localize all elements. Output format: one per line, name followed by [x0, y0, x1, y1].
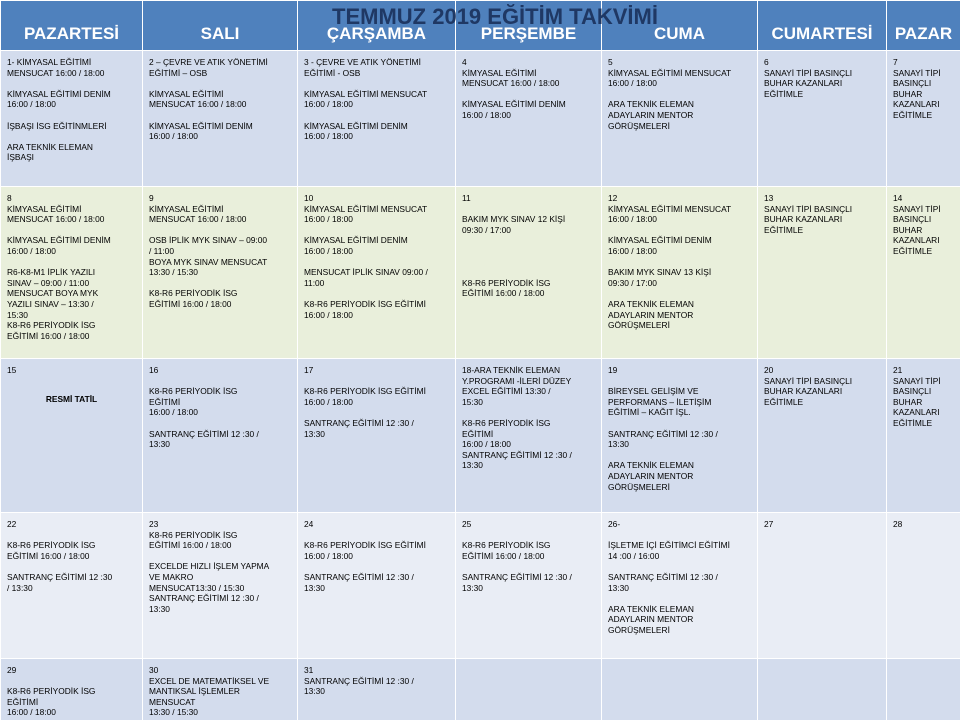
day-cell: 14 SANAYİ TİPİ BASINÇLI BUHAR KAZANLARI EĞİTİMLE: [887, 187, 960, 359]
day-cell: 10 KİMYASAL EĞİTİMİ MENSUCAT 16:00 / 18:00 KİMYASAL EĞİTİMİ DENİM 16:00 / 18:00 MENSUCAT İPLİK SINAV 09:00 / 11:00 K8-R6 PERİYODİK İSG EĞİTİMİ 16:00 / 18:00: [298, 187, 456, 359]
day-cell: 24 K8-R6 PERİYODİK İSG EĞİTİMİ 16:00 / 18:00 SANTRANÇ EĞİTİMİ 12 :30 / 13:30: [298, 513, 456, 659]
day-cell: 23 K8-R6 PERİYODİK İSG EĞİTİMİ 16:00 / 18:00 EXCELDE HIZLI İŞLEM YAPMA VE MAKRO MENSUCAT13:30 / 15:30 SANTRANÇ EĞİTİMİ 12 :30 / 13:30: [143, 513, 298, 659]
day-cell: 27: [758, 513, 887, 659]
day-cell: 17 K8-R6 PERİYODİK İSG EĞİTİMİ 16:00 / 18:00 SANTRANÇ EĞİTİMİ 12 :30 / 13:30: [298, 359, 456, 513]
day-cell: 9 KİMYASAL EĞİTİMİ MENSUCAT 16:00 / 18:00 OSB İPLİK MYK SINAV – 09:00 / 11:00 BOYA MYK SINAV MENSUCAT 13:30 / 15:30 K8-R6 PERİYODİK İSG EĞİTİMİ 16:00 / 18:00: [143, 187, 298, 359]
day-cell: 12 KİMYASAL EĞİTİMİ MENSUCAT 16:00 / 18:00 KİMYASAL EĞİTİMİ DENİM 16:00 / 18:00 BAKIM MYK SINAV 13 KİŞİ 09:30 / 17:00 ARA TEKNİK ELEMAN ADAYLARIN MENTOR GÖRÜŞMELERİ: [602, 187, 758, 359]
day-cell: 31 SANTRANÇ EĞİTİMİ 12 :30 / 13:30: [298, 659, 456, 721]
day-cell: 13 SANAYİ TİPİ BASINÇLI BUHAR KAZANLARI EĞİTİMLE: [758, 187, 887, 359]
week-row-3: [1, 359, 960, 513]
header-monday: PAZARTESİ: [1, 1, 143, 51]
day-cell: 26- İŞLETME İÇİ EĞİTİMCİ EĞİTİMİ 14 :00 / 16:00 SANTRANÇ EĞİTİMİ 12 :30 / 13:30 ARA TEKNİK ELEMAN ADAYLARIN MENTOR GÖRÜŞMELERİ: [602, 513, 758, 659]
day-cell: 21 SANAYİ TİPİ BASINÇLI BUHAR KAZANLARI EĞİTİMLE: [887, 359, 960, 513]
page-title: TEMMUZ 2019 EĞİTİM TAKVİMİ: [290, 4, 700, 30]
header-tuesday: SALI: [143, 1, 298, 51]
day-cell: 1- KİMYASAL EĞİTİMİ MENSUCAT 16:00 / 18:00 KİMYASAL EĞİTİMİ DENİM 16:00 / 18:00 İŞBAŞI İSG EĞİTİNMLERİ ARA TEKNİK ELEMAN İŞBAŞI: [1, 51, 143, 187]
day-cell: 30 EXCEL DE MATEMATİKSEL VE MANTIKSAL İŞLEMLER MENSUCAT 13:30 / 15:30: [143, 659, 298, 721]
day-cell: 18-ARA TEKNİK ELEMAN Y.PROGRAMI -İLERİ DÜZEY EXCEL EĞİTİMİ 13:30 / 15:30 K8-R6 PERİYODİK İSG EĞİTİMİ 16:00 / 18:00 SANTRANÇ EĞİTİMİ 12 :30 / 13:30: [456, 359, 602, 513]
day-cell-holiday: [1, 359, 143, 513]
day-cell: [602, 659, 758, 721]
day-cell: 8 KİMYASAL EĞİTİMİ MENSUCAT 16:00 / 18:00 KİMYASAL EĞİTİMİ DENİM 16:00 / 18:00 R6-K8-M1 İPLİK YAZILI SINAV – 09:00 / 11:00 MENSUCAT BOYA MYK YAZILI SINAV – 13:30 / 15:30 K8-R6 PERİYODİK İSG EĞİTİMİ 16:00 / 18:00: [1, 187, 143, 359]
header-sunday: PAZAR: [887, 1, 960, 51]
header-thursday: PERŞEMBE: [456, 1, 602, 51]
day-cell: 29 K8-R6 PERİYODİK İSG EĞİTİMİ 16:00 / 18:00: [1, 659, 143, 721]
day-cell: 25 K8-R6 PERİYODİK İSG EĞİTİMİ 16:00 / 18:00 SANTRANÇ EĞİTİMİ 12 :30 / 13:30: [456, 513, 602, 659]
week-row-4: [1, 513, 960, 659]
day-cell: [456, 659, 602, 721]
day-cell: 4 KİMYASAL EĞİTİMİ MENSUCAT 16:00 / 18:00 KİMYASAL EĞİTİMİ DENİM 16:00 / 18:00: [456, 51, 602, 187]
header-friday: CUMA: [602, 1, 758, 51]
week-row-1: [1, 51, 960, 187]
header-wednesday: ÇARŞAMBA: [298, 1, 456, 51]
header-saturday: CUMARTESİ: [758, 1, 887, 51]
week-row-5: [1, 659, 960, 721]
day-cell: 16 K8-R6 PERİYODİK İSG EĞİTİMİ 16:00 / 18:00 SANTRANÇ EĞİTİMİ 12 :30 / 13:30: [143, 359, 298, 513]
day-number: 15: [7, 365, 16, 375]
day-cell: 11 BAKIM MYK SINAV 12 KİŞİ 09:30 / 17:00 K8-R6 PERİYODİK İSG EĞİTİMİ 16:00 / 18:00: [456, 187, 602, 359]
day-cell: 5 KİMYASAL EĞİTİMİ MENSUCAT 16:00 / 18:00 ARA TEKNİK ELEMAN ADAYLARIN MENTOR GÖRÜŞMELERİ: [602, 51, 758, 187]
day-cell: 6 SANAYİ TİPİ BASINÇLI BUHAR KAZANLARI EĞİTİMLE: [758, 51, 887, 187]
day-cell: 22 K8-R6 PERİYODİK İSG EĞİTİMİ 16:00 / 18:00 SANTRANÇ EĞİTİMİ 12 :30 / 13:30: [1, 513, 143, 659]
day-cell: 3 - ÇEVRE VE ATIK YÖNETİMİ EĞİTİMİ - OSB KİMYASAL EĞİTİMİ MENSUCAT 16:00 / 18:00 KİMYASAL EĞİTİMİ DENİM 16:00 / 18:00: [298, 51, 456, 187]
week-row-2: [1, 187, 960, 359]
day-cell: 28: [887, 513, 960, 659]
day-cell: 7 SANAYİ TİPİ BASINÇLI BUHAR KAZANLARI EĞİTİMLE: [887, 51, 960, 187]
day-cell: 2 – ÇEVRE VE ATIK YÖNETİMİ EĞİTİMİ – OSB KİMYASAL EĞİTİMİ MENSUCAT 16:00 / 18:00 KİMYASAL EĞİTİMİ DENİM 16:00 / 18:00: [143, 51, 298, 187]
day-cell: [758, 659, 887, 721]
day-cell: [887, 659, 960, 721]
holiday-label: RESMİ TATİL: [7, 394, 136, 405]
day-cell: 20 SANAYİ TİPİ BASINÇLI BUHAR KAZANLARI EĞİTİMLE: [758, 359, 887, 513]
day-cell: 19 BİREYSEL GELİŞİM VE PERFORMANS – İLETİŞİM EĞİTİMİ – KAĞIT İŞL. SANTRANÇ EĞİTİMİ 12 :30 / 13:30 ARA TEKNİK ELEMAN ADAYLARIN MENTOR GÖRÜŞMELERİ: [602, 359, 758, 513]
